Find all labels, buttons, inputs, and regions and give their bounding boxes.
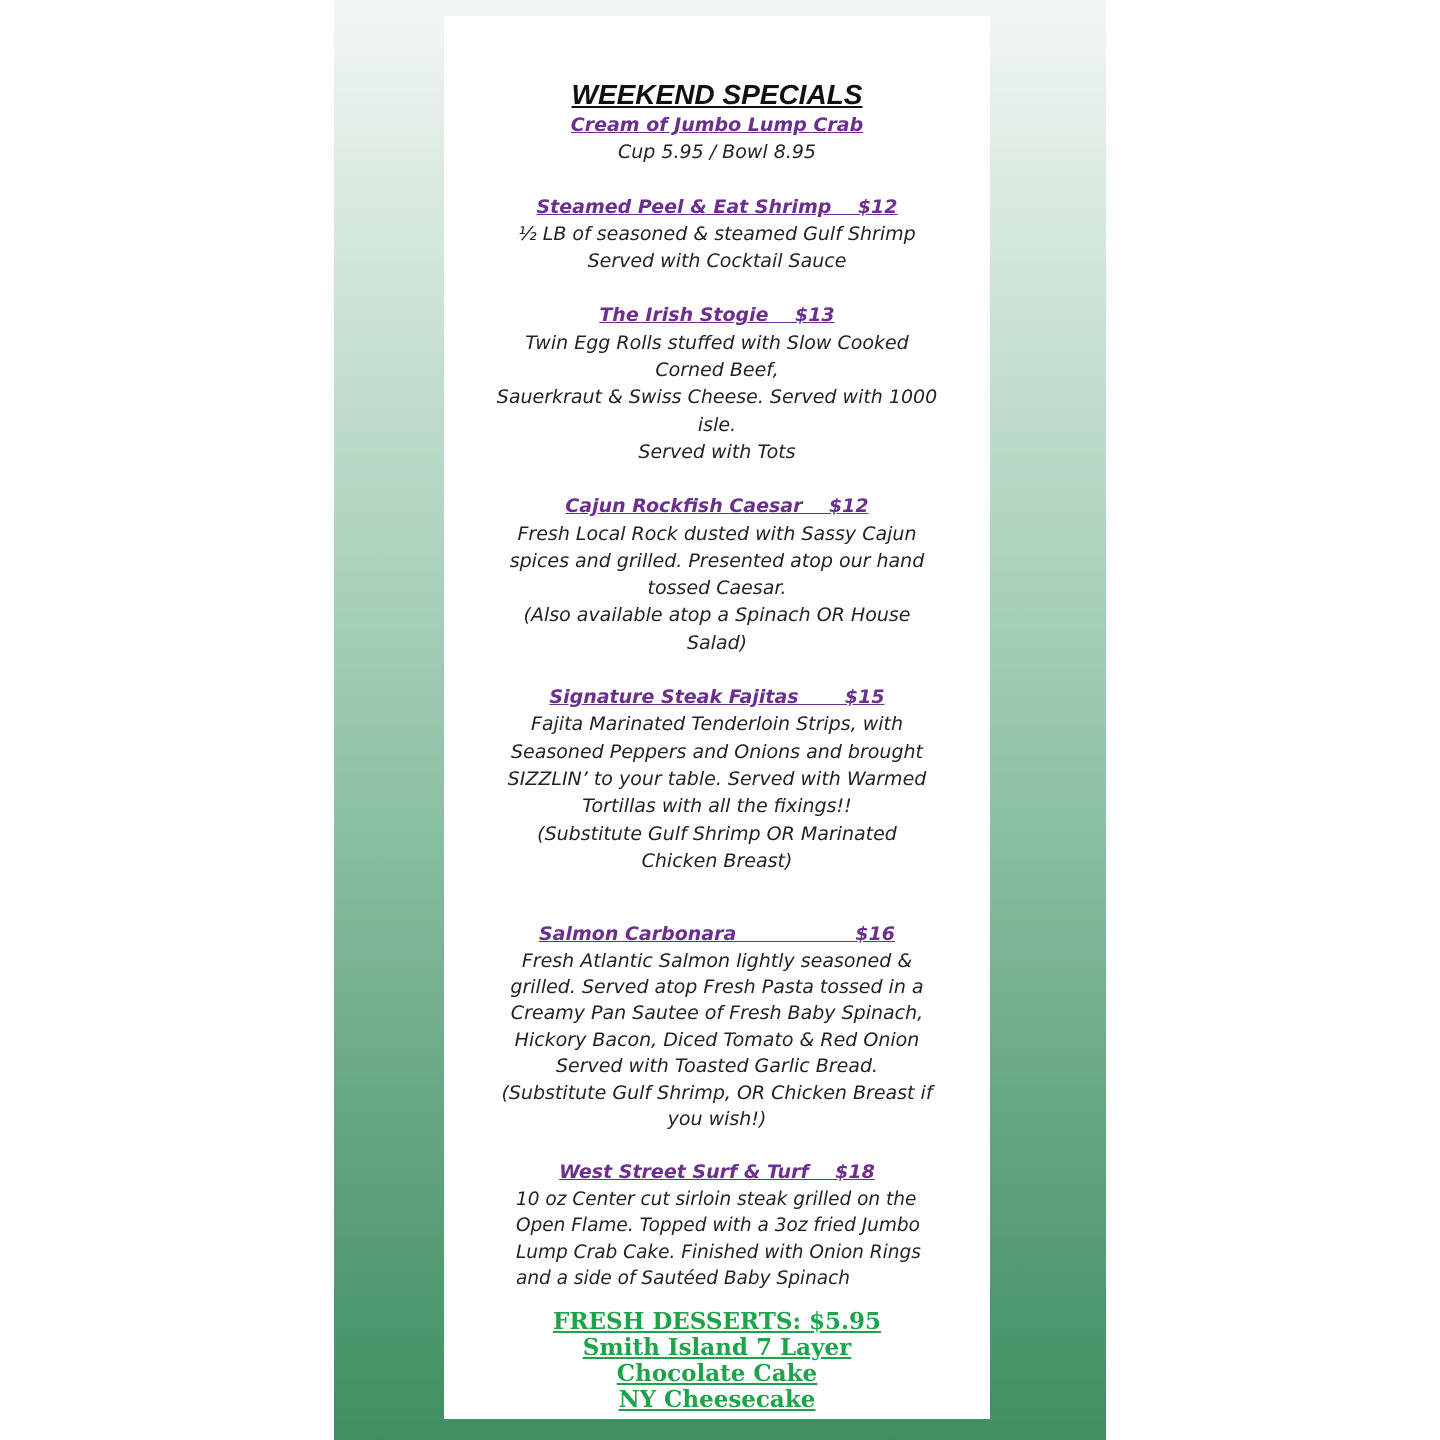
item-line: (Substitute Gulf Shrimp, OR Chicken Breast if xyxy=(501,1081,933,1104)
item-line: Served with Cocktail Sauce xyxy=(587,250,847,273)
item-line: grilled. Served atop Fresh Pasta tossed in a xyxy=(510,975,924,998)
item-line: isle. xyxy=(697,413,737,436)
dessert-item: NY Cheesecake xyxy=(618,1385,816,1413)
item-line: Fajita Marinated Tenderloin Strips, with xyxy=(530,713,904,736)
item-line: and a side of Sautéed Baby Spinach xyxy=(516,1268,851,1290)
menu-content xyxy=(444,78,990,1413)
item-line: tossed Caesar. xyxy=(647,577,787,600)
menu-item-irish-stogie xyxy=(444,302,990,466)
item-line: (Also available atop a Spinach OR House xyxy=(523,604,911,627)
item-heading: Steamed Peel & Eat Shrimp $12 xyxy=(536,195,898,218)
item-line: (Substitute Gulf Shrimp OR Marinated xyxy=(537,822,897,845)
item-line: Served with Toasted Garlic Bread. xyxy=(555,1055,879,1078)
item-description xyxy=(444,1187,990,1293)
menu-title: WEEKEND SPECIALS xyxy=(571,79,863,110)
item-line: Sauerkraut & Swiss Cheese. Served with 1000 xyxy=(496,386,938,409)
item-heading: Cajun Rockfish Caesar $12 xyxy=(565,495,869,518)
item-line: Salad) xyxy=(686,631,748,654)
dessert-item: Smith Island 7 Layer xyxy=(582,1333,852,1361)
item-line: you wish!) xyxy=(667,1107,767,1130)
desserts-heading: FRESH DESSERTS: $5.95 xyxy=(553,1307,881,1335)
menu-item-steak-fajitas xyxy=(444,684,990,875)
item-line: Seasoned Peppers and Onions and brought xyxy=(511,740,923,763)
item-line: Chicken Breast) xyxy=(641,849,793,872)
menu-item-crab-soup xyxy=(444,112,990,167)
item-line: 10 oz Center cut sirloin steak grilled on the xyxy=(516,1188,917,1210)
item-line: Open Flame. Topped with a 3oz fried Jumbo xyxy=(516,1215,920,1237)
dessert-item: Chocolate Cake xyxy=(616,1359,818,1387)
item-heading: The Irish Stogie $13 xyxy=(599,304,835,327)
item-line: SIZZLIN’ to your table. Served with Warmed xyxy=(507,767,927,790)
menu-item-cajun-rockfish xyxy=(444,493,990,657)
desserts-section xyxy=(444,1309,990,1413)
item-line: Tortillas with all the fixings!! xyxy=(582,795,852,818)
item-heading: Salmon Carbonara $16 xyxy=(538,923,896,946)
item-line: Fresh Local Rock dusted with Sassy Cajun xyxy=(517,522,917,545)
menu-card xyxy=(444,16,990,1419)
menu-item-salmon-carbonara xyxy=(444,921,990,1132)
item-heading: Signature Steak Fajitas $15 xyxy=(549,686,885,709)
menu-item-shrimp xyxy=(444,194,990,276)
item-heading: Cream of Jumbo Lump Crab xyxy=(570,114,864,136)
item-line: Twin Egg Rolls stuffed with Slow Cooked xyxy=(525,331,909,354)
item-line: Creamy Pan Sautee of Fresh Baby Spinach, xyxy=(510,1002,924,1025)
item-line: Cup 5.95 / Bowl 8.95 xyxy=(617,141,816,164)
item-line: spices and grilled. Presented atop our hand xyxy=(509,549,925,572)
item-heading: West Street Surf & Turf $18 xyxy=(559,1161,875,1184)
item-line: Served with Tots xyxy=(638,440,796,463)
item-line: Fresh Atlantic Salmon lightly seasoned & xyxy=(521,949,913,972)
item-line: Lump Crab Cake. Finished with Onion Rings xyxy=(516,1241,921,1263)
item-line: ½ LB of seasoned & steamed Gulf Shrimp xyxy=(518,222,916,245)
menu-item-surf-turf xyxy=(444,1159,990,1292)
item-line: Corned Beef, xyxy=(655,359,779,382)
item-line: Hickory Bacon, Diced Tomato & Red Onion xyxy=(514,1028,920,1051)
